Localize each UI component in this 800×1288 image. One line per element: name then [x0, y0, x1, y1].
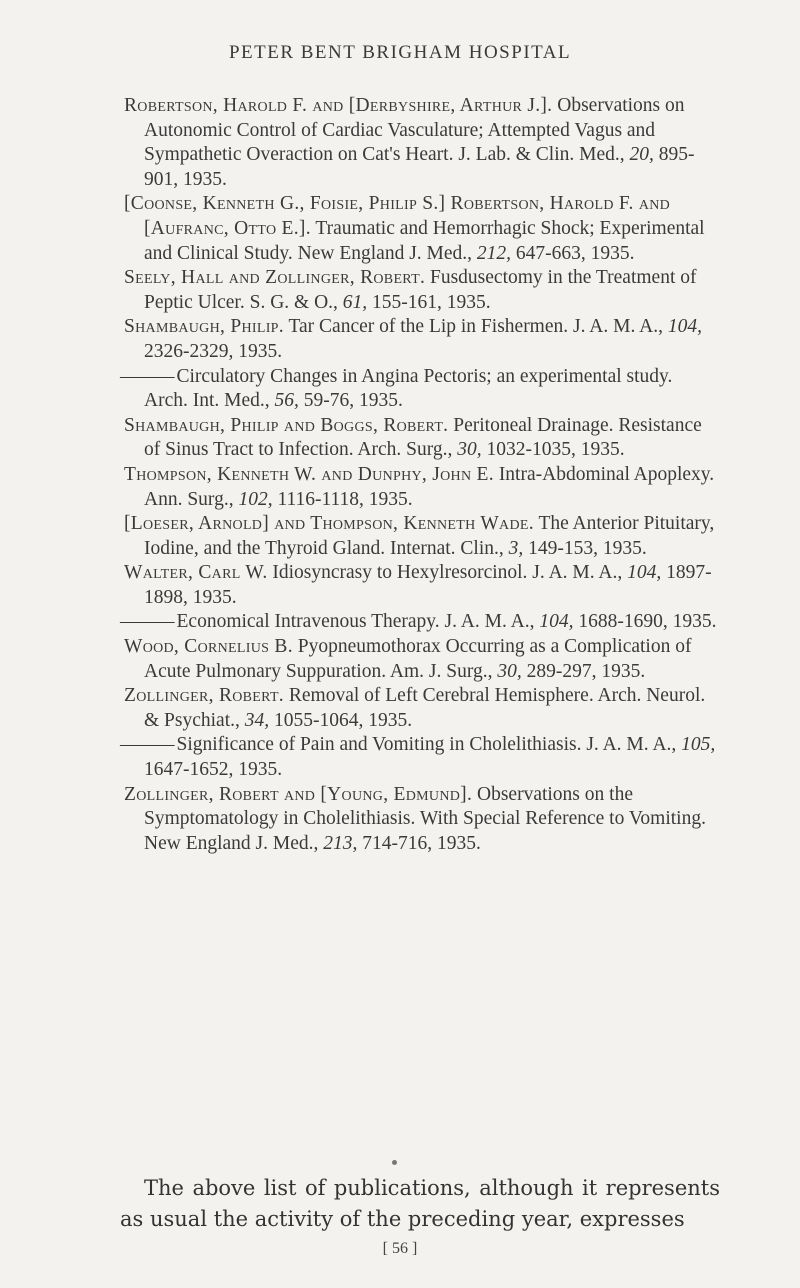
reference-volume: 61, — [342, 291, 368, 313]
reference-authors: Zollinger, Robert. — [124, 685, 284, 707]
reference-authors: Shambaugh, Philip and Boggs, Robert. — [124, 414, 449, 436]
reference-title: Intra-Abdominal Apoplexy. Ann. Surg., — [144, 463, 715, 510]
reference-pages: 1897-1898, 1935. — [144, 562, 712, 608]
reference-entry — [120, 733, 720, 782]
reference-title: Peritoneal Drainage. Resistance of Sinus Tract to Infection. Arch. Surg., — [144, 414, 702, 461]
reference-authors: Zollinger, Robert and [Young, Edmund]. — [124, 783, 473, 805]
reference-entry — [120, 783, 720, 857]
reference-entry — [120, 610, 720, 635]
reference-pages: 1688-1690, 1935. — [573, 611, 717, 633]
reference-title: Traumatic and Hemorrhagic Shock; Experimental and Clinical Study. New England J. Med., — [144, 217, 705, 264]
reference-volume: 102, — [238, 488, 273, 510]
closing-paragraph: The above list of publications, although it represents as usual the activity of the preceding year, expresses — [120, 1176, 720, 1231]
reference-volume: 56, — [274, 390, 299, 412]
reference-pages: 155-161, 1935. — [367, 291, 491, 313]
reference-entry — [120, 414, 720, 463]
reference-title: Observations on the Symptomatology in Cholelithiasis. With Special Reference to Vomiting. New England J. Med., — [144, 783, 706, 854]
ditto-dash: ——— — [120, 611, 173, 633]
reference-pages: 149-153, 1935. — [523, 537, 647, 559]
reference-pages: 1032-1035, 1935. — [481, 439, 625, 461]
reference-pages: 1647-1652, 1935. — [144, 759, 283, 781]
reference-entry — [120, 315, 720, 364]
reference-title: The Anterior Pituitary, Iodine, and the Thyroid Gland. Internat. Clin., — [144, 513, 715, 559]
ditto-dash: ——— — [120, 365, 173, 387]
reference-volume: 104, — [667, 316, 702, 338]
reference-entry — [120, 684, 720, 733]
reference-title: Fusdusectomy in the Treatment of Peptic Ulcer. S. G. & O., — [144, 267, 697, 313]
reference-authors: Robertson, Harold F. and [Derbyshire, Arthur J.]. — [124, 95, 553, 116]
reference-pages: 59-76, 1935. — [298, 390, 403, 412]
reference-volume: 3, — [508, 537, 524, 559]
reference-entry — [120, 561, 720, 610]
reference-volume: 104, — [539, 611, 574, 633]
reference-title: Circulatory Changes in Angina Pectoris; an experimental study. Arch. Int. Med., — [144, 365, 673, 412]
reference-authors: Thompson, Kenneth W. and Dunphy, John E. — [124, 463, 494, 485]
reference-volume: 104, — [627, 562, 662, 584]
ditto-dash: ——— — [120, 734, 173, 756]
reference-pages: 714-716, 1935. — [357, 832, 481, 854]
reference-title: Pyopneumothorax Occurring as a Complication of Acute Pulmonary Suppuration. Am. J. Surg., — [144, 636, 692, 682]
reference-entry — [120, 512, 720, 561]
reference-title: Idiosyncrasy to Hexylresorcinol. J. A. M. A., — [267, 562, 628, 584]
reference-authors: Wood, Cornelius B. — [124, 636, 293, 658]
reference-pages: 1055-1064, 1935. — [269, 709, 413, 731]
section-separator-dot — [392, 1160, 397, 1165]
reference-authors: Shambaugh, Philip. — [124, 316, 284, 338]
reference-title: Significance of Pain and Vomiting in Cholelithiasis. J. A. M. A., — [176, 734, 682, 756]
reference-entry — [120, 94, 720, 192]
reference-entry — [120, 463, 720, 512]
reference-volume: 34, — [244, 709, 270, 731]
reference-volume: 30, — [497, 660, 522, 682]
reference-title: Economical Intravenous Therapy. J. A. M. A., — [176, 611, 540, 633]
reference-volume: 213, — [323, 832, 358, 854]
reference-title: Observations on Autonomic Control of Cardiac Vasculature; Attempted Vagus and Sympathetic Overaction on Cat's Heart. J. Lab. & Clin. Med., — [144, 95, 685, 166]
reference-title: Tar Cancer of the Lip in Fishermen. J. A. M. A., — [283, 316, 668, 338]
reference-pages: 289-297, 1935. — [521, 660, 646, 682]
reference-pages: 647-663, 1935. — [511, 242, 635, 264]
reference-title: Removal of Left Cerebral Hemisphere. Arch. Neurol. & Psychiat., — [144, 685, 706, 731]
reference-volume: 20, — [629, 144, 654, 166]
reference-entry — [120, 635, 720, 684]
reference-pages: 895-901, 1935. — [144, 144, 695, 190]
reference-pages: 2326-2329, 1935. — [144, 340, 283, 362]
reference-pages: 1116-1118, 1935. — [272, 488, 413, 510]
reference-authors: Walter, Carl W. — [124, 562, 268, 584]
reference-entry — [120, 365, 720, 414]
reference-volume: 105, — [681, 734, 716, 756]
reference-authors: Seely, Hall and Zollinger, Robert. — [124, 267, 426, 289]
page-number: [ 56 ] — [382, 1240, 418, 1257]
reference-list — [120, 94, 720, 856]
reference-volume: 30, — [457, 439, 482, 461]
running-header: PETER BENT BRIGHAM HOSPITAL — [228, 42, 572, 63]
reference-volume: 212, — [476, 242, 512, 264]
reference-authors: [Loeser, Arnold] and Thompson, Kenneth Wade. — [124, 513, 534, 535]
reference-entry — [120, 266, 720, 315]
reference-entry — [120, 192, 720, 266]
reference-authors: [Coonse, Kenneth G., Foisie, Philip S.] Robertson, Harold F. and [Aufranc, Otto E.]. — [124, 193, 671, 239]
